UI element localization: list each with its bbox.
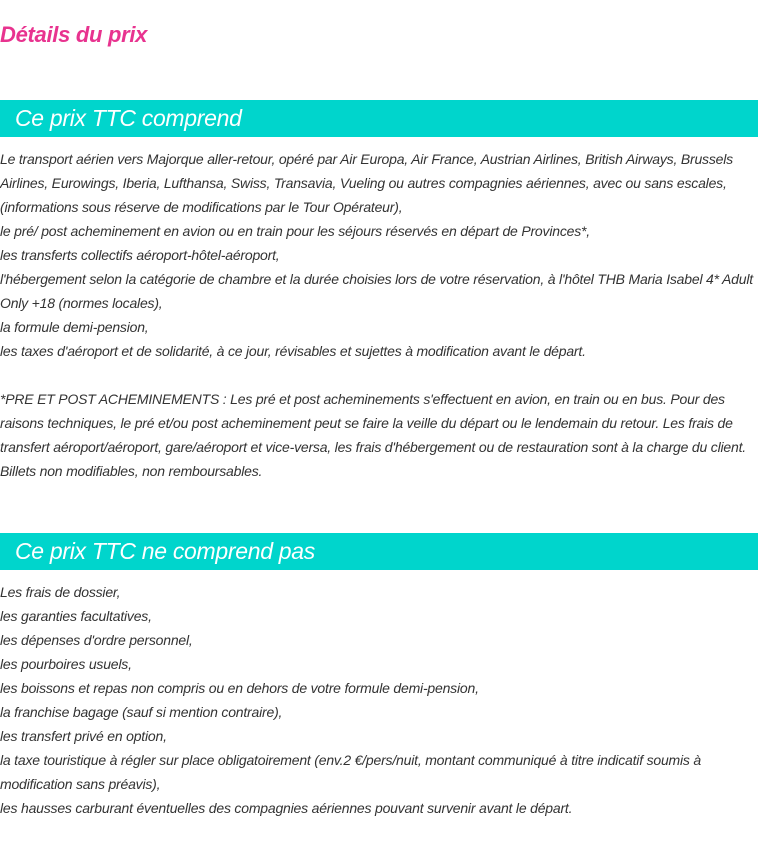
includes-heading: Ce prix TTC comprend	[0, 100, 758, 137]
includes-item: les taxes d'aéroport et de solidarité, à ce jour, révisables et sujettes à modification avant le départ.	[0, 343, 586, 359]
excludes-item: la franchise bagage (sauf si mention contraire),	[0, 704, 283, 720]
excludes-list	[0, 580, 756, 820]
includes-list	[0, 147, 756, 363]
excludes-item: les pourboires usuels,	[0, 656, 132, 672]
excludes-item: la taxe touristique à régler sur place obligatoirement (env.2 €/pers/nuit, montant communiqué à titre indicatif soumis à modification sans préavis),	[0, 752, 701, 792]
pre-post-transport-note: *PRE ET POST ACHEMINEMENTS : Les pré et post acheminements s'effectuent en avion, en train ou en bus. Pour des raisons techniques, le pré et/ou post acheminement peut se faire la veille du départ ou le lendemain du retour. Les frais de transfert aéroport/aéroport, gare/aéroport et vice-versa, les frais d'hébergement ou de restauration sont à la charge du client. Billets non modifiables, non remboursables.	[0, 391, 746, 479]
includes-item: Le transport aérien vers Majorque aller-retour, opéré par Air Europa, Air France, Austrian Airlines, British Airways, Brussels Airlines, Eurowings, Iberia, Lufthansa, Swiss, Transavia, Vueling ou autres compagnies aériennes, avec ou sans escales, (informations sous réserve de modifications par le Tour Opérateur),	[0, 151, 733, 215]
excludes-item: les garanties facultatives,	[0, 608, 152, 624]
excludes-heading: Ce prix TTC ne comprend pas	[0, 533, 758, 570]
page-title: Détails du prix	[0, 22, 148, 47]
excludes-item: les boissons et repas non compris ou en dehors de votre formule demi-pension,	[0, 680, 479, 696]
excludes-item: les hausses carburant éventuelles des compagnies aériennes pouvant survenir avant le départ.	[0, 800, 573, 816]
excludes-item: les dépenses d'ordre personnel,	[0, 632, 193, 648]
includes-item: la formule demi-pension,	[0, 319, 149, 335]
includes-item: l'hébergement selon la catégorie de chambre et la durée choisies lors de votre réservation, à l'hôtel THB Maria Isabel 4* Adult Only +18 (normes locales),	[0, 271, 753, 311]
includes-item: les transferts collectifs aéroport-hôtel-aéroport,	[0, 247, 280, 263]
excludes-item: les transfert privé en option,	[0, 728, 167, 744]
excludes-item: Les frais de dossier,	[0, 584, 121, 600]
includes-item: le pré/ post acheminement en avion ou en train pour les séjours réservés en départ de Provinces*,	[0, 223, 590, 239]
